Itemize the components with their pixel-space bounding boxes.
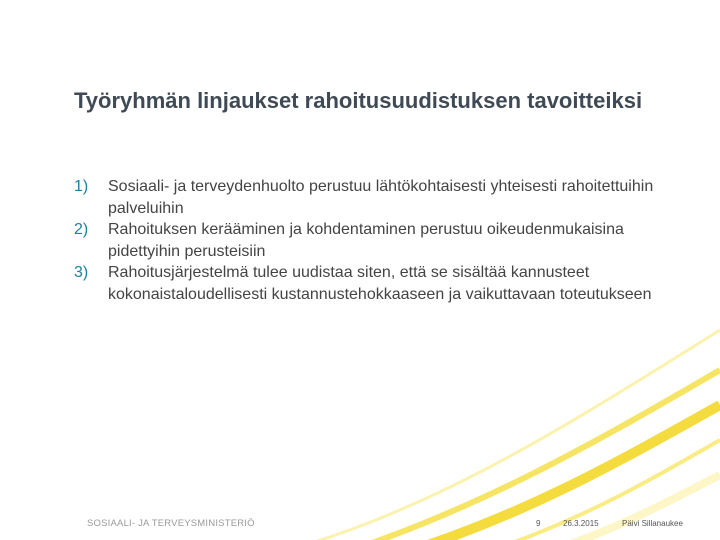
list-item-text: Rahoitusjärjestelmä tulee uudistaa siten, että se sisältää kannusteet kokonaistaloudellisesti kustannustehokkaaseen ja vaikuttavaan toteutukseen: [108, 264, 652, 303]
list-item-text: Rahoituksen kerääminen ja kohdentaminen perustuu oikeudenmukaisina pidettyihin perusteisiin: [108, 221, 624, 260]
footer-organization: SOSIAALI- JA TERVEYSMINISTERIÖ: [87, 518, 255, 529]
list-item-text: Sosiaali- ja terveydenhuolto perustuu lähtökohtaisesti yhteisesti rahoitettuihin palveluihin: [108, 178, 654, 217]
slide-title: Työryhmän linjaukset rahoitusuudistuksen tavoitteiksi: [74, 88, 643, 113]
list-item-number: 1): [74, 178, 89, 195]
list-item: [74, 262, 694, 305]
footer-date: 26.3.2015: [563, 519, 599, 528]
numbered-list: [74, 176, 694, 305]
footer-author: Päivi Sillanaukee: [622, 519, 683, 528]
list-item: [74, 219, 694, 262]
list-item-number: 2): [74, 221, 89, 238]
list-item-number: 3): [74, 264, 89, 281]
list-item: [74, 176, 694, 219]
footer-page-number: 9: [536, 519, 541, 528]
